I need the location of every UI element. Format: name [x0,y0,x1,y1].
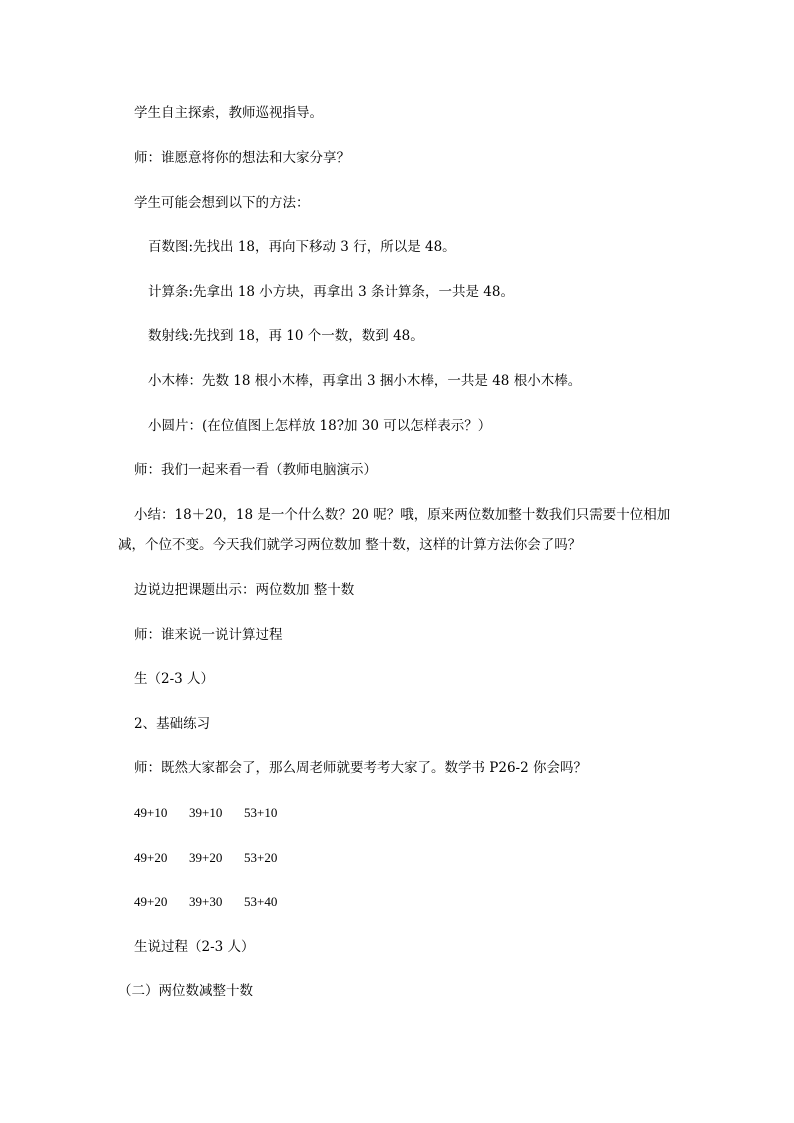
text-line: 生说过程（2-3 人） [134,939,255,955]
exercise-item: 53+20 [244,850,278,865]
text-line: 小结：18＋20，18 是一个什么数？20 呢？哦，原来两位数加整十数我们只需要十位相加 [134,507,671,523]
text-line: 数射线:先找到 18，再 10 个一数，数到 48。 [148,328,424,344]
exercise-item: 39+20 [189,850,223,865]
exercise-item: 39+30 [189,894,223,909]
exercise-item: 53+40 [244,894,278,909]
text-line: 百数图:先找出 18，再向下移动 3 行，所以是 48。 [148,239,456,255]
text-line: 小圆片：(在位值图上怎样放 18?加 30 可以怎样表示？） [148,418,492,434]
exercise-item: 49+10 [134,805,168,820]
exercise-item: 53+10 [244,805,278,820]
text-line: 计算条:先拿出 18 小方块，再拿出 3 条计算条，一共是 48。 [148,284,514,300]
text-line: 2、基础练习 [134,716,211,732]
text-line: 小木棒：先数 18 根小木棒，再拿出 3 捆小木棒，一共是 48 根小木棒。 [148,373,582,389]
text-line: 师：谁愿意将你的想法和大家分享？ [134,150,350,166]
exercise-item: 49+20 [134,850,168,865]
section-heading: （二）两位数减整十数 [118,983,253,999]
text-line: 学生自主探索，教师巡视指导。 [134,105,323,121]
text-line: 生（2-3 人） [134,671,215,687]
text-line: 学生可能会想到以下的方法： [134,195,310,211]
exercise-item: 49+20 [134,894,168,909]
text-line: 师：既然大家都会了，那么周老师就要考考大家了。数学书 P26-2 你会吗？ [134,760,587,776]
text-line: 师：我们一起来看一看（教师电脑演示） [134,462,377,478]
text-line: 边说边把课题出示：两位数加 整十数 [134,582,355,598]
text-line: 减，个位不变。今天我们就学习两位数加 整十数，这样的计算方法你会了吗？ [118,537,582,553]
text-line: 师：谁来说一说计算过程 [134,627,283,643]
exercise-item: 39+10 [189,805,223,820]
